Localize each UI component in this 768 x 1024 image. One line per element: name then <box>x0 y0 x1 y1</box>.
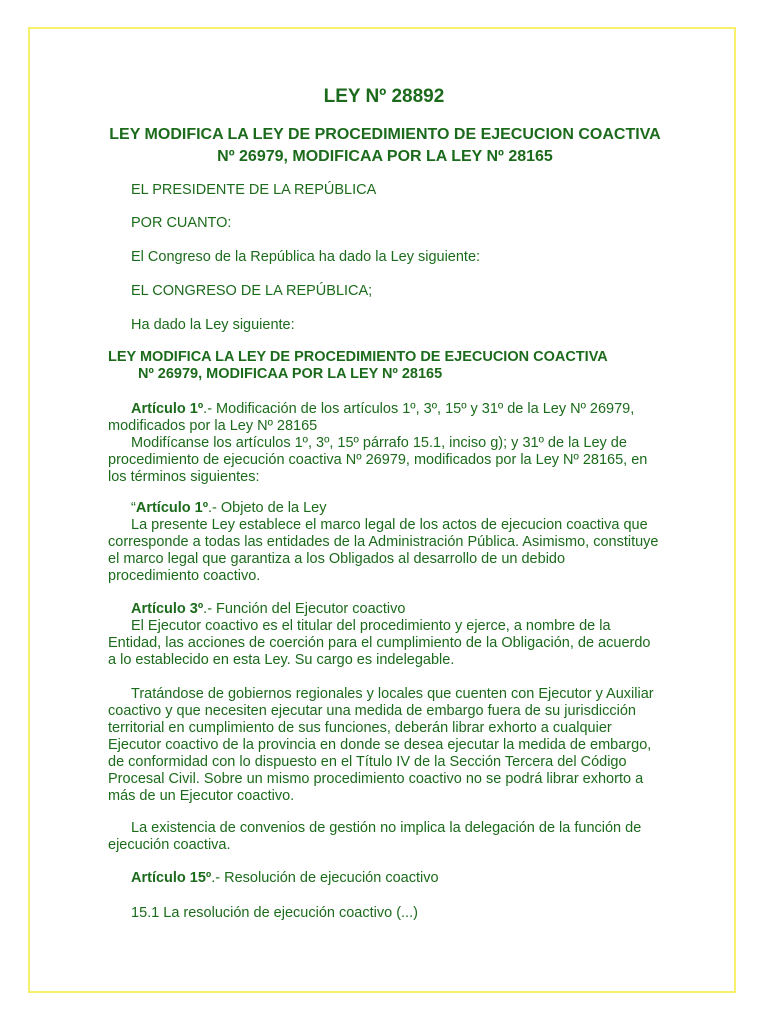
article-3-paragraph-3: La existencia de convenios de gestión no implica la delegación de la función de ejecución coactiva. <box>108 820 642 853</box>
line-presidente: EL PRESIDENTE DE LA REPÚBLICA <box>131 182 377 198</box>
article-15-title: .- Resolución de ejecución coactivo <box>211 870 439 886</box>
article-1-body: Modifícanse los artículos 1º, 3º, 15º párrafo 15.1, inciso g); y 31º de la Ley de procedimiento de ejecución coactiva Nº 26979, modificados por la Ley Nº 28165, en los términos siguientes: <box>108 435 648 485</box>
line-congreso-ha-dado: El Congreso de la República ha dado la Ley siguiente: <box>131 249 481 265</box>
article-15-label: Artículo 15º <box>131 870 212 886</box>
article-3-body: El Ejecutor coactivo es el titular del procedimiento y ejerce, a nombre de la Entidad, las acciones de coerción para el cumplimiento de la Obligación, de acuerdo a lo establecido en esta Ley. Su cargo es indelegable. <box>108 618 651 668</box>
line-ha-dado: Ha dado la Ley siguiente: <box>131 317 295 333</box>
article-15-heading <box>108 870 660 887</box>
article-3-paragraph-2: Tratándose de gobiernos regionales y locales que cuenten con Ejecutor y Auxiliar coactivo y que necesiten ejecutar una medida de embargo fuera de su jurisdicción territorial en cumplimiento de sus funciones, deberán librar exhorto a cualquier Ejecutor coactivo de la provincia en donde se desea ejecutar la medida de embargo, de conformidad con lo dispuesto en el Título IV de la Sección Tercera del Código Procesal Civil. Sobre un mismo procedimiento coactivo no se podrá librar exhorto a más de un Ejecutor coactivo. <box>108 686 654 804</box>
article-3-title: .- Función del Ejecutor coactivo <box>203 601 406 617</box>
section-heading-line2: Nº 26979, MODIFICAA POR LA LEY Nº 28165 <box>138 366 443 382</box>
opening-quote: “ <box>131 500 136 516</box>
quoted-article-1-body: La presente Ley establece el marco legal de los actos de ejecucion coactiva que corresponde a todas las entidades de la Administración Pública. Asimismo, constituye el marco legal que garantiza a los Obligados al desarrollo de un debido procedimiento coactivo. <box>108 517 659 584</box>
line-por-cuanto: POR CUANTO: <box>131 215 232 231</box>
document-title: LEY Nº 28892 <box>323 86 445 107</box>
quoted-article-1-heading <box>108 500 660 517</box>
section-heading-line1: LEY MODIFICA LA LEY DE PROCEDIMIENTO DE EJECUCION COACTIVA <box>108 349 608 365</box>
article-1-heading <box>108 401 660 435</box>
article-1-title: .- Modificación de los artículos 1º, 3º, 15º y 31º de la Ley Nº 26979, modificados por la Ley Nº 28165 <box>108 401 635 434</box>
line-el-congreso: EL CONGRESO DE LA REPÚBLICA; <box>131 283 373 299</box>
article-3-heading <box>108 601 660 618</box>
article-15-sub: 15.1 La resolución de ejecución coactivo (...) <box>131 905 418 921</box>
article-1-label: Artículo 1º <box>131 401 204 417</box>
quoted-article-1-label: Artículo 1º <box>135 500 209 516</box>
document-subtitle: LEY MODIFICA LA LEY DE PROCEDIMIENTO DE EJECUCION COACTIVA Nº 26979, MODIFICAA POR LA LEY Nº 28165 <box>109 126 661 165</box>
quoted-article-1-title: .- Objeto de la Ley <box>208 500 327 516</box>
article-3-label: Artículo 3º <box>131 601 204 617</box>
